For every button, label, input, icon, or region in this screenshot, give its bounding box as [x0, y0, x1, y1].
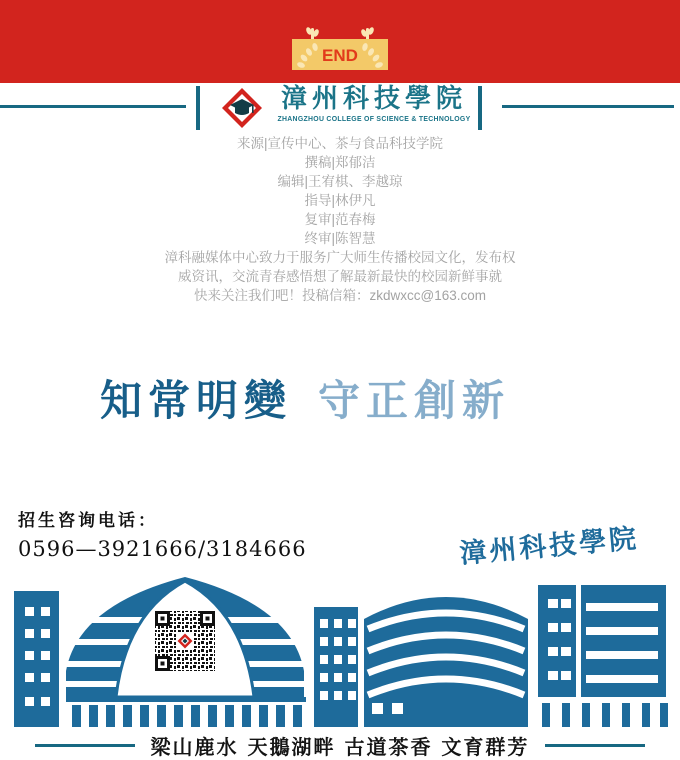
about-line-1: 漳科融媒体中心致力于服务广大师生传播校园文化，发布权 — [164, 250, 516, 265]
qr-code — [153, 609, 217, 673]
school-name-cn: 漳州科技學院 — [280, 84, 467, 114]
credit-reviewer: 复审|范春梅 — [304, 212, 376, 227]
credit-writer: 撰稿|郑郁洁 — [304, 155, 376, 170]
admission-phone-number: 0596—3921666/3184666 — [18, 537, 307, 561]
about-block — [0, 248, 680, 305]
end-banner — [0, 0, 680, 83]
campus-slogan-text: 梁山鹿水 天鵝湖畔 古道茶香 文育群芳 — [150, 734, 530, 759]
building-curved — [364, 597, 528, 727]
end-label: END — [322, 46, 358, 65]
campus-illustration — [0, 521, 680, 733]
header-rule-right — [502, 105, 674, 108]
campus-slogan-row — [0, 731, 680, 759]
header-bar-left — [196, 86, 200, 130]
credit-source: 来源|宣传中心、茶与食品科技学院 — [236, 136, 443, 151]
laurel-stem-icon — [305, 26, 375, 41]
admission-phone-label: 招生咨询电话： — [18, 511, 158, 531]
motto-part1: 知常明變 — [100, 376, 293, 425]
slogan-rule-right — [545, 744, 645, 747]
credit-advisor: 指导|林伊凡 — [304, 193, 376, 208]
school-name-en: ZHANGZHOU COLLEGE OF SCIENCE & TECHNOLOGY — [277, 116, 471, 123]
credits-block — [0, 134, 680, 248]
motto-part2: 守正創新 — [318, 376, 511, 425]
school-logo-header — [0, 83, 680, 135]
credit-editor: 编辑|王宥棋、李越琼 — [277, 174, 403, 189]
campus-name-calligraphy: 漳州科技學院 — [458, 523, 641, 570]
about-line-2: 威资讯，交流青春感悟想了解最新最快的校园新鲜事就 — [178, 269, 502, 284]
about-line-3: 快来关注我们吧！投稿信箱：zkdwxcc@163.com — [194, 288, 486, 303]
header-rule-left — [0, 105, 186, 108]
credit-final-reviewer: 终审|陈智慧 — [304, 231, 376, 246]
building-right — [538, 585, 668, 727]
school-logo-icon — [221, 87, 263, 129]
end-badge — [292, 26, 388, 72]
motto-calligraphy — [100, 368, 510, 428]
school-logo-text — [268, 84, 480, 123]
header-bar-right — [478, 86, 482, 130]
building-connector — [314, 607, 358, 727]
slogan-rule-left — [35, 744, 135, 747]
building-left — [14, 591, 59, 727]
qr-center-logo-icon — [176, 632, 194, 650]
